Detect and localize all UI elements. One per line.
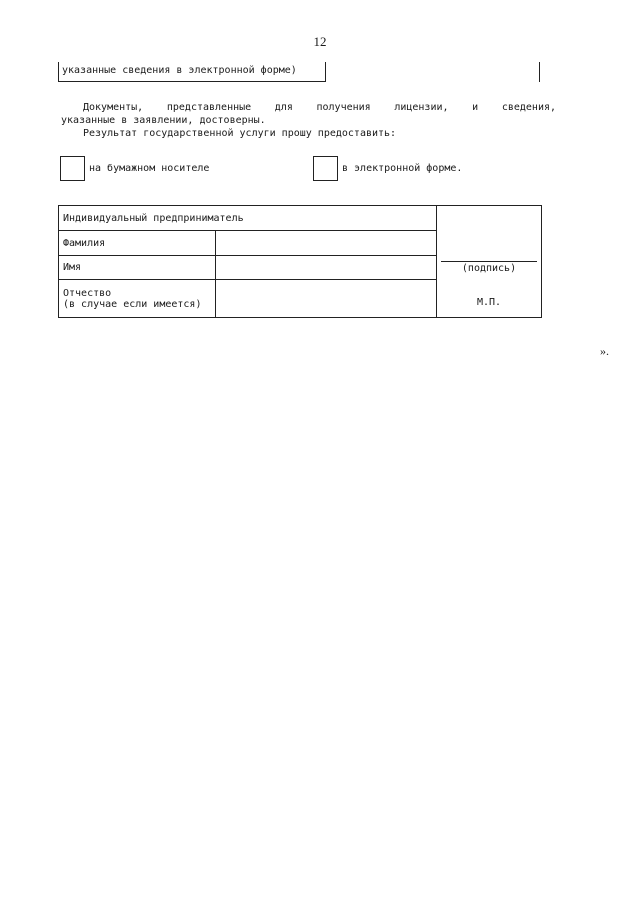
entrepreneur-header: Индивидуальный предприниматель — [59, 206, 437, 231]
signature-caption: (подпись) — [461, 263, 517, 274]
table-border-bottom — [58, 81, 325, 82]
certification-line-1 — [61, 101, 556, 114]
electronic-format-checkbox[interactable] — [313, 156, 338, 181]
result-request-line: Результат государственной услуги прошу предоставить: — [83, 128, 397, 139]
patronymic-label-line-1: Отчество — [63, 287, 112, 299]
signature-cell — [437, 206, 542, 318]
surname-field[interactable] — [216, 231, 437, 256]
continuation-text: указанные сведения в электронной форме) — [62, 65, 297, 76]
paper-format-label: на бумажном носителе — [89, 163, 210, 174]
first-name-label: Имя — [59, 256, 216, 280]
seal-caption: М.П. — [476, 297, 502, 308]
table-border-middle — [325, 62, 326, 82]
patronymic-field[interactable] — [216, 280, 437, 318]
para-word: Документы, — [83, 102, 144, 113]
para-word: и — [472, 102, 479, 113]
page-number: 12 — [313, 34, 327, 49]
closing-quote: ». — [600, 344, 609, 358]
electronic-format-label: в электронной форме. — [342, 163, 463, 174]
surname-label: Фамилия — [59, 231, 216, 256]
para-word: лицензии, — [394, 102, 449, 113]
table-border-right — [539, 62, 540, 82]
patronymic-label-line-2: (в случае если имеется) — [63, 298, 202, 310]
para-word: для — [274, 102, 293, 113]
signature-line — [441, 261, 537, 262]
continuation-table-row — [58, 62, 540, 82]
certification-line-2: указанные в заявлении, достоверны. — [61, 115, 266, 126]
first-name-field[interactable] — [216, 256, 437, 280]
para-word: сведения, — [501, 102, 557, 113]
para-word: получения — [316, 102, 371, 113]
para-word: представленные — [166, 102, 252, 113]
entrepreneur-table — [58, 205, 542, 318]
patronymic-label — [59, 280, 216, 318]
table-border-left — [58, 62, 59, 82]
paper-format-checkbox[interactable] — [60, 156, 85, 181]
